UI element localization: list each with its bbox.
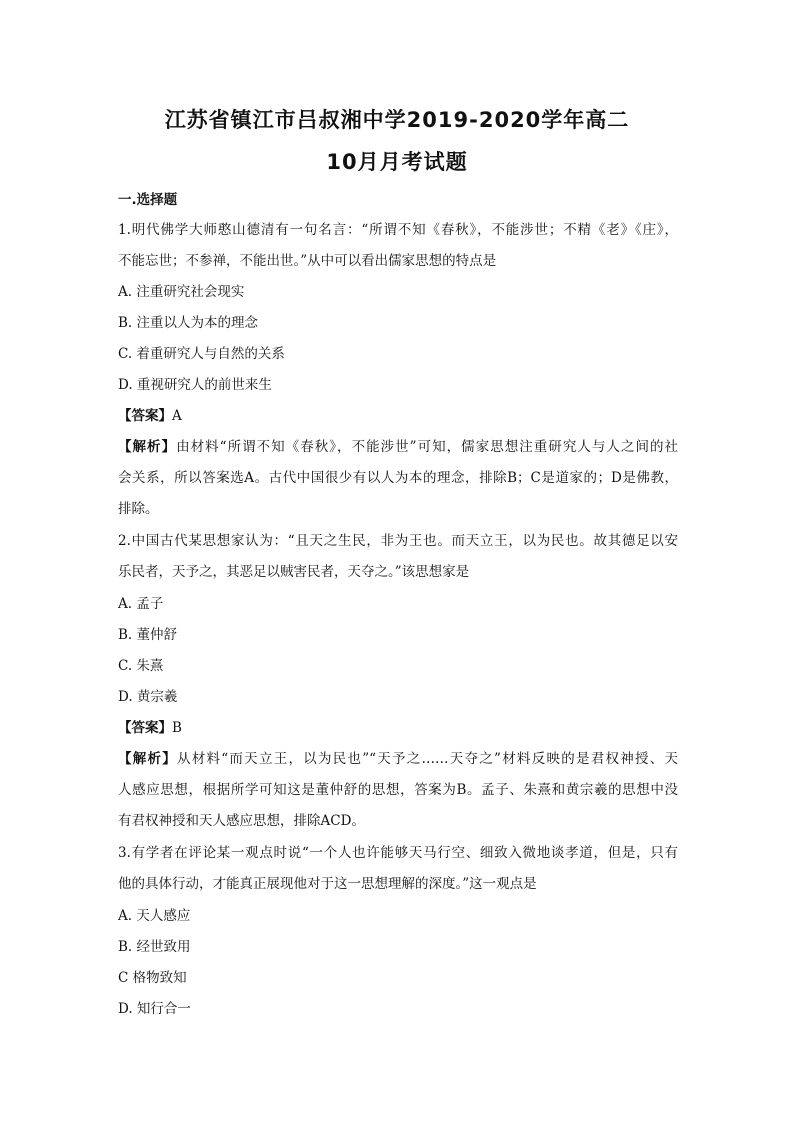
q2-analysis-line3: 有君权神授和天人感应思想，排除ACD。 — [118, 813, 365, 829]
q1-analysis-line3: 排除。 — [118, 501, 159, 517]
q2-analysis-line2: 人感应思想，根据所学可知这是董仲舒的思想，答案为B。孟子、朱熹和黄宗羲的思想中没 — [118, 782, 678, 798]
answer-tag: 【答案】 — [118, 720, 172, 736]
q3-stem-line1: 3.有学者在评论某一观点时说“一个人也许能够天马行空、细致入微地谈孝道，但是，只有 — [118, 845, 678, 861]
answer-tag: 【答案】 — [118, 408, 172, 424]
exam-title: 江苏省镇江市吕叔湘中学2019-2020学年高二 — [164, 108, 630, 132]
q2-option-c: C. 朱熹 — [118, 658, 164, 674]
q3-option-a: A. 天人感应 — [118, 908, 191, 924]
q2-option-a: A. 孟子 — [118, 596, 164, 612]
q1-option-a: A. 注重研究社会现实 — [118, 284, 245, 300]
analysis-text: 从材料“而天立王，以为民也”“天予之……天夺之”材料反映的是君权神授、天 — [177, 751, 678, 767]
q1-stem-line2: 不能忘世；不参禅，不能出世。”从中可以看出儒家思想的特点是 — [118, 253, 497, 269]
q2-stem-line2: 乐民者，天予之，其恶足以贼害民者，天夺之。”该思想家是 — [118, 564, 470, 580]
q1-option-d: D. 重视研究人的前世来生 — [118, 377, 272, 393]
q2-stem-line1: 2.中国古代某思想家认为：“且天之生民，非为王也。而天立王，以为民也。故其德足以安 — [118, 533, 678, 549]
q1-analysis-line1 — [118, 435, 678, 455]
q2-analysis-line1 — [118, 747, 678, 767]
q1-option-c: C. 着重研究人与自然的关系 — [118, 346, 285, 362]
q3-option-d: D. 知行合一 — [118, 1001, 191, 1017]
q3-stem-line2: 他的具体行动，才能真正展现他对于这一思想理解的深度。”这一观点是 — [118, 876, 537, 892]
q3-option-b: B. 经世致用 — [118, 939, 191, 955]
section-heading: 一.选择题 — [118, 192, 178, 208]
q2-option-d: D. 黄宗羲 — [118, 689, 178, 705]
answer-value: A — [172, 408, 182, 424]
q1-answer — [118, 404, 678, 424]
q1-analysis-line2: 会关系，所以答案选A。古代中国很少有以人为本的理念，排除B；C是道家的；D是佛教， — [118, 470, 678, 486]
q2-option-b: B. 董仲舒 — [118, 627, 178, 643]
q2-answer — [118, 716, 678, 736]
analysis-text: 由材料“所谓不知《春秋》，不能涉世”可知，儒家思想注重研究人与人之间的社 — [176, 439, 679, 455]
analysis-tag: 【解析】 — [118, 751, 178, 767]
answer-value: B — [172, 720, 182, 736]
analysis-tag: 【解析】 — [118, 439, 177, 455]
q1-option-b: B. 注重以人为本的理念 — [118, 315, 259, 331]
exam-subtitle: 10月月考试题 — [326, 150, 468, 174]
q3-option-c: C 格物致知 — [118, 970, 187, 986]
q1-stem-line1: 1.明代佛学大师憨山德清有一句名言：“所谓不知《春秋》，不能涉世；不精《老》《庄》， — [118, 222, 678, 238]
